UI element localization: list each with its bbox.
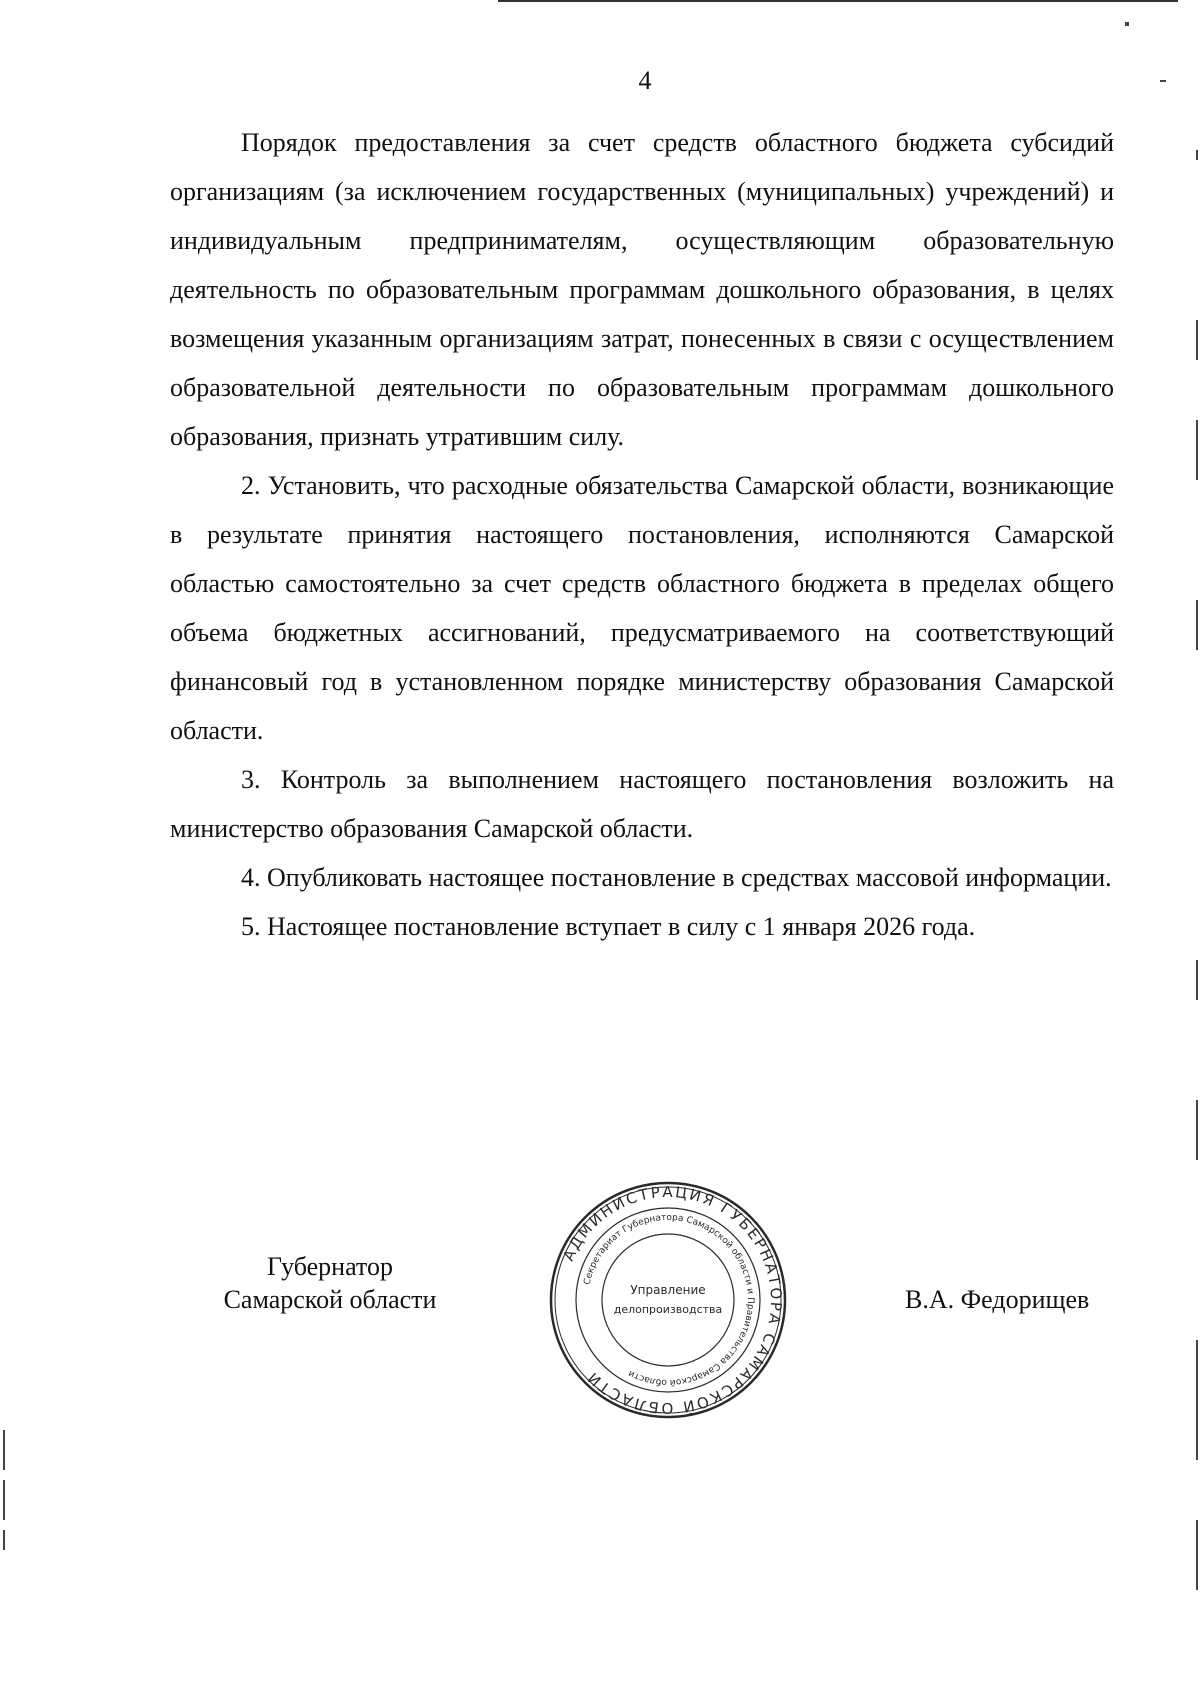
scan-artifact (1196, 150, 1198, 160)
scan-artifact (3, 1430, 5, 1470)
stamp-center-line2: делопроизводства (613, 1303, 723, 1316)
signatory-position-line2: Самарской области (223, 1285, 437, 1314)
scan-artifact (3, 1530, 5, 1550)
scan-artifact (1196, 600, 1198, 650)
signatory-position-line1: Губернатор (267, 1252, 393, 1281)
signatory-position (180, 1250, 480, 1316)
scan-artifact (1196, 960, 1198, 1000)
stamp-outer-text: АДМИНИСТРАЦИЯ ГУБЕРНАТОРА САМАРСКОЙ ОБЛАСТИ (559, 1182, 786, 1418)
signature-block (0, 1180, 1200, 1430)
scan-artifact (1160, 80, 1166, 82)
stamp-middle-text: Секретариат Губернатора Самарской области и Правительства Самарской области (582, 1212, 756, 1388)
scan-artifact (1196, 320, 1198, 360)
scan-artifact (3, 1480, 5, 1520)
paragraph-2-obligations: 2. Установить, что расходные обязательства Самарской области, возникающие в результате принятия настоящего постановления, исполняются Самарской областью самостоятельно за счет средств областного бюджета в пределах общего объема бюджетных ассигнований, предусматриваемого на соответствующий финансовый год в установленном порядке министерству образования Самарской области. (170, 471, 1114, 745)
scan-top-edge (498, 0, 1178, 2)
scan-artifact (1196, 1520, 1198, 1590)
scan-artifact (1196, 420, 1198, 480)
stamp-center-line1: Управление (630, 1283, 706, 1297)
paragraph-3-control: 3. Контроль за выполнением настоящего постановления возложить на министерство образования Самарской области. (170, 765, 1114, 843)
official-seal-stamp (548, 1180, 788, 1420)
scan-artifact (1196, 1340, 1198, 1460)
svg-text:Секретариат Губернатора Самарс (583, 1213, 755, 1387)
paragraph-5-effective-date: 5. Настоящее постановление вступает в силу с 1 января 2026 года. (241, 912, 976, 941)
signatory-name: В.А. Федорищев (905, 1285, 1090, 1314)
scan-artifact (1125, 22, 1129, 26)
scan-artifact (1196, 1100, 1198, 1160)
page-number: 4 (638, 66, 652, 95)
paragraph-4-publish: 4. Опубликовать настоящее постановление в средствах массовой информации. (241, 863, 1112, 892)
document-body (170, 118, 1114, 951)
paragraph-repeal: Порядок предоставления за счет средств областного бюджета субсидий организациям (за исключением государственных (муниципальных) учреждений) и индивидуальным предпринимателям, осуществляющим образовательную деятельность по образовательным программам дошкольного образования, в целях возмещения указанным организациям затрат, понесенных в связи с осуществлением образовательной деятельности по образовательным программам дошкольного образования, признать утратившим силу. (170, 128, 1114, 451)
